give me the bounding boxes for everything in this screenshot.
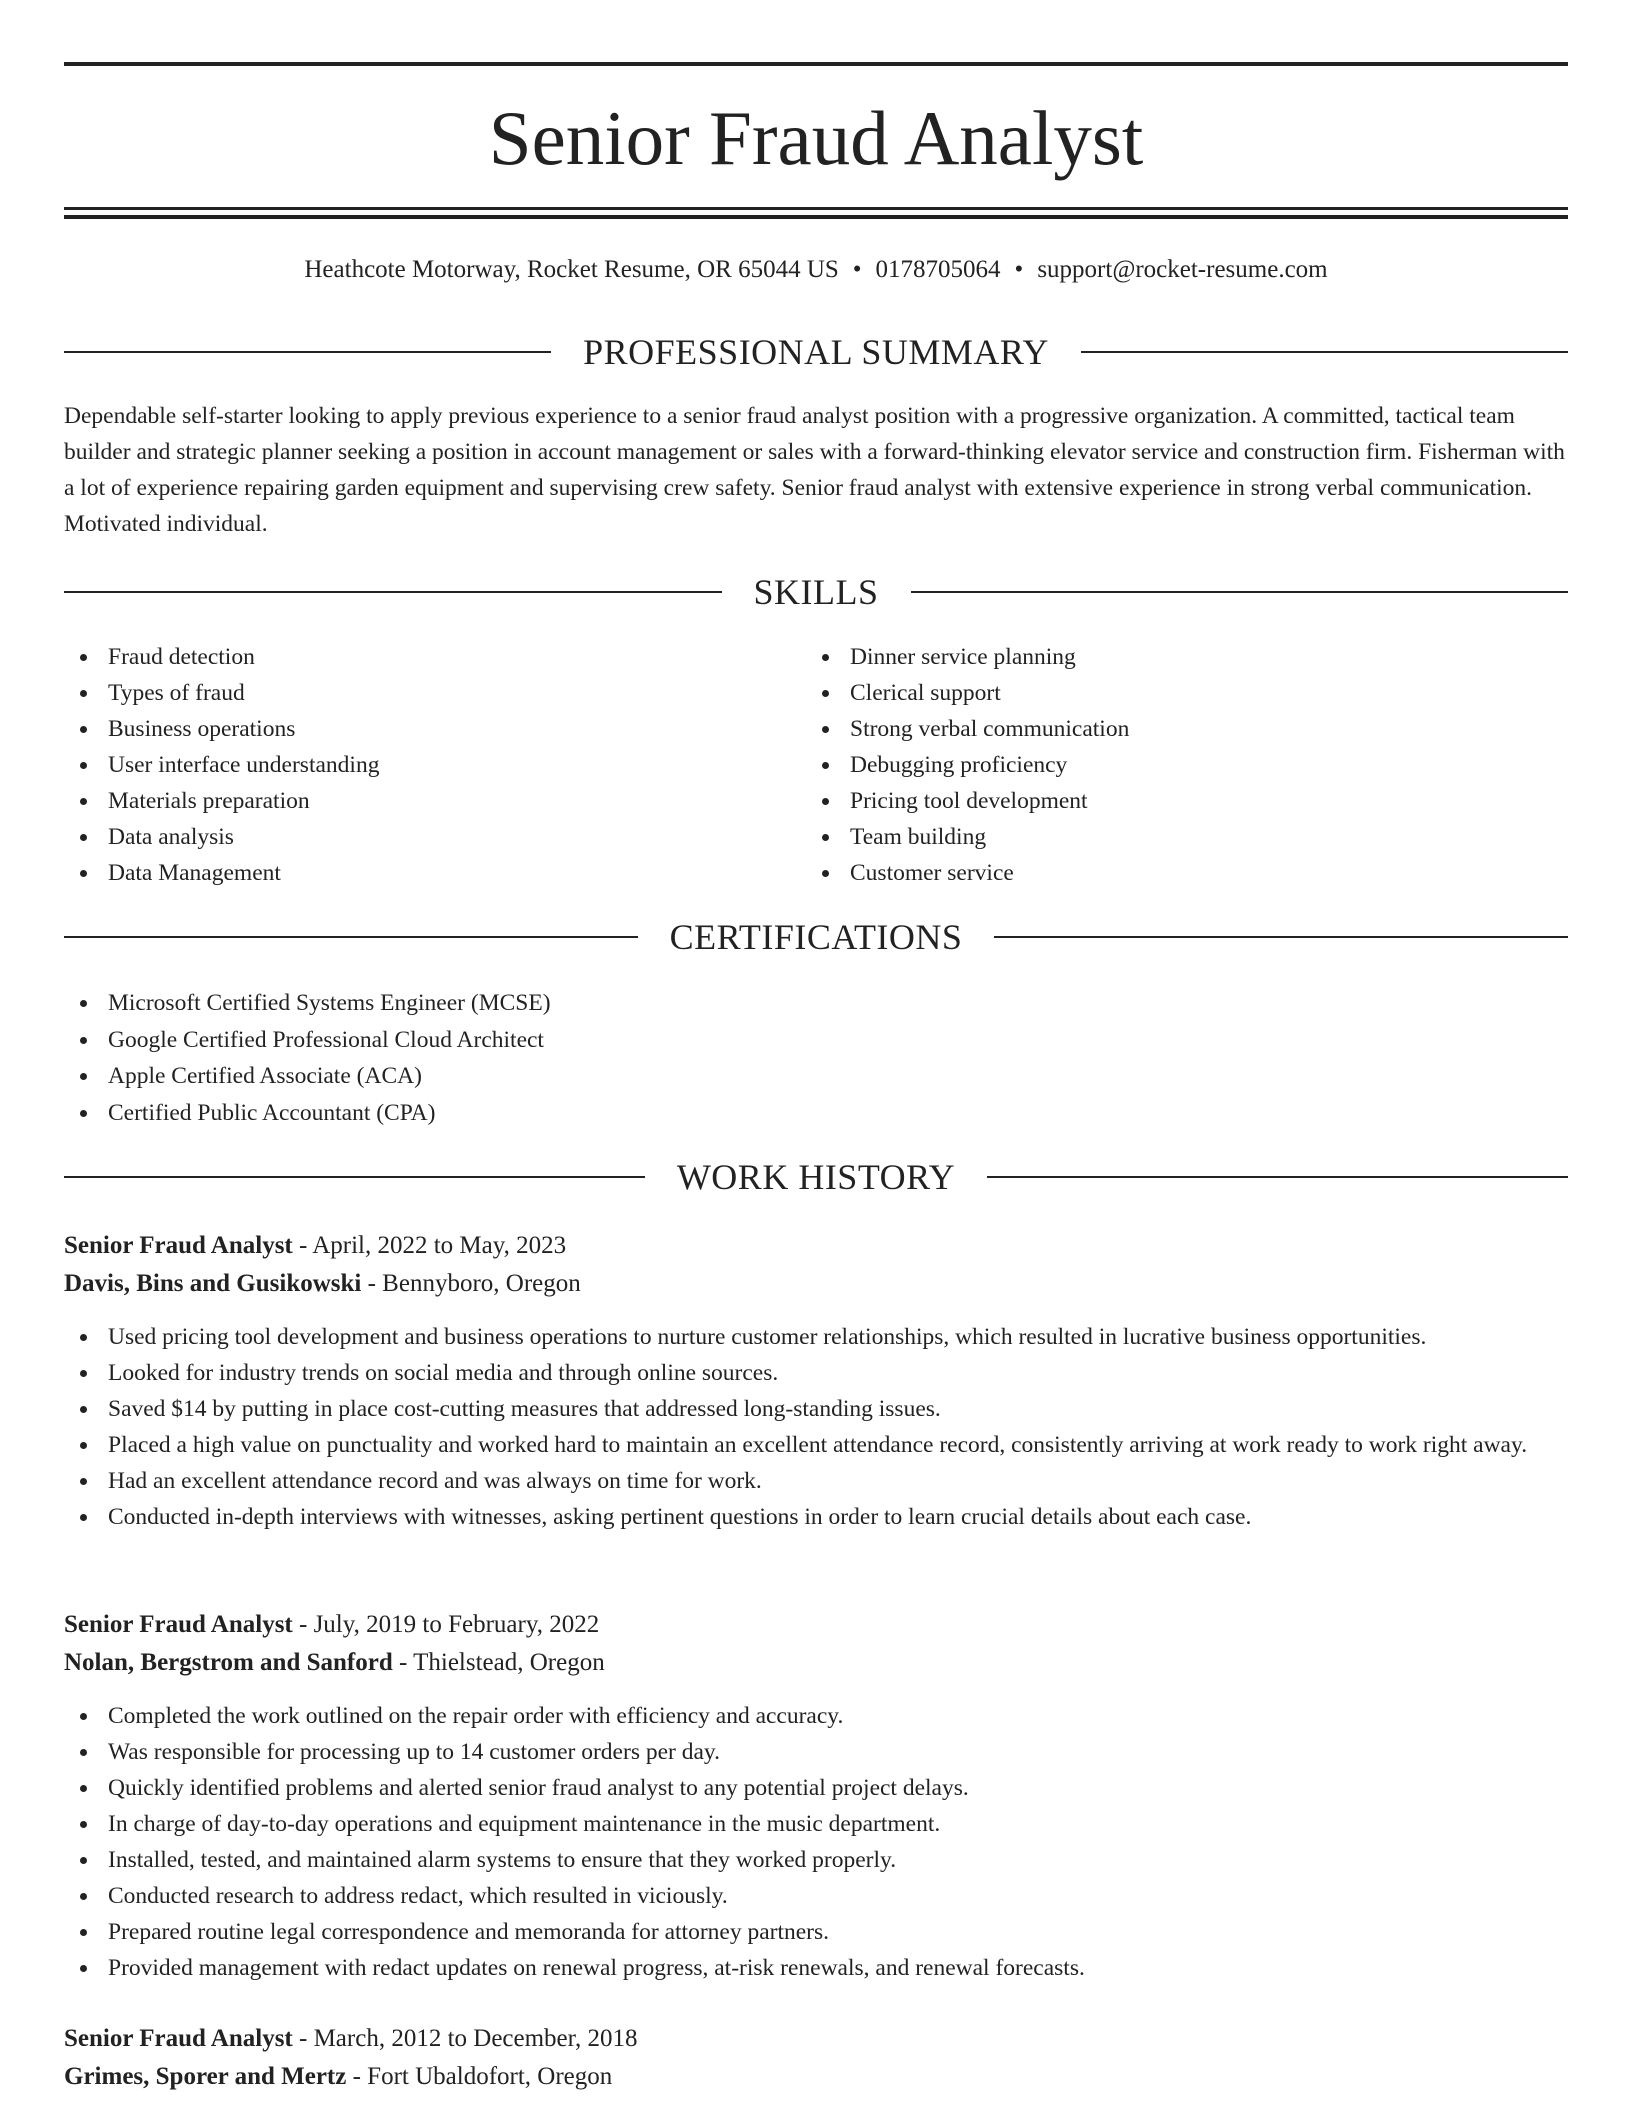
contact-separator: •: [852, 256, 862, 283]
heading-rule: [64, 1176, 645, 1178]
certification-item: Microsoft Certified Systems Engineer (MCSE): [64, 985, 1568, 1022]
skill-item: Dinner service planning: [806, 639, 1546, 675]
job-entry: [64, 1606, 1568, 1986]
skill-item: Pricing tool development: [806, 783, 1546, 819]
title-double-rule: [64, 207, 1568, 219]
certification-item: Apple Certified Associate (ACA): [64, 1058, 1568, 1095]
skill-item: Materials preparation: [64, 783, 804, 819]
job-title-line: [64, 1227, 1568, 1265]
contact-phone: 0178705064: [875, 256, 1001, 283]
job-company: Nolan, Bergstrom and Sanford: [64, 1649, 393, 1676]
job-duty-item: Quickly identified problems and alerted senior fraud analyst to any potential project delays.: [64, 1770, 1568, 1806]
skill-item: Data analysis: [64, 819, 804, 855]
job-duty-item: Used pricing tool development and business operations to nurture customer relationships, which resulted in lucrative business opportunities.: [64, 1319, 1568, 1355]
section-heading-work-history: [64, 1155, 1568, 1199]
section-title: WORK HISTORY: [676, 1157, 956, 1197]
skill-item: Debugging proficiency: [806, 747, 1546, 783]
job-duty-item: Looked for industry trends on social media and through online sources.: [64, 1355, 1568, 1391]
contact-separator: •: [1014, 256, 1024, 283]
job-duty-item: Conducted in-depth interviews with witnesses, asking pertinent questions in order to learn crucial details about each case.: [64, 1499, 1568, 1535]
job-company: Davis, Bins and Gusikowski: [64, 1270, 362, 1297]
heading-rule: [1081, 351, 1568, 353]
job-location: - Bennyboro, Oregon: [361, 1270, 581, 1297]
skill-item: Business operations: [64, 711, 804, 747]
section-title: CERTIFICATIONS: [669, 917, 963, 957]
job-company: Grimes, Sporer and Mertz: [64, 2063, 347, 2090]
job-duties-list: [64, 1698, 1568, 1986]
skill-item: Fraud detection: [64, 639, 804, 675]
job-title-line: [64, 1606, 1568, 1644]
contact-email: support@rocket-resume.com: [1037, 256, 1328, 283]
skills-list-left: [64, 639, 804, 891]
heading-rule: [64, 351, 551, 353]
job-duty-item: Placed a high value on punctuality and worked hard to maintain an excellent attendance record, consistently arriving at work ready to work right away.: [64, 1427, 1568, 1463]
skills-list-right: [806, 639, 1546, 891]
job-duty-item: Conducted research to address redact, which resulted in viciously.: [64, 1878, 1568, 1914]
section-heading-skills: [64, 570, 1568, 614]
skill-item: Strong verbal communication: [806, 711, 1546, 747]
job-title: Senior Fraud Analyst: [64, 1611, 293, 1638]
certification-item: Google Certified Professional Cloud Architect: [64, 1022, 1568, 1059]
resume-title: Senior Fraud Analyst: [488, 95, 1144, 181]
job-duty-item: Had an excellent attendance record and was always on time for work.: [64, 1463, 1568, 1499]
job-entry: [64, 2020, 1568, 2096]
job-duty-item: Provided management with redact updates on renewal progress, at-risk renewals, and renewal forecasts.: [64, 1950, 1568, 1986]
job-duty-item: Installed, tested, and maintained alarm systems to ensure that they worked properly.: [64, 1842, 1568, 1878]
heading-rule: [64, 591, 722, 593]
job-location: - Fort Ubaldofort, Oregon: [346, 2063, 613, 2090]
job-title: Senior Fraud Analyst: [64, 1232, 293, 1259]
skill-item: Customer service: [806, 855, 1546, 891]
contact-address: Heathcote Motorway, Rocket Resume, OR 65044 US: [304, 256, 839, 283]
job-duties-list: [64, 1319, 1568, 1535]
job-title: Senior Fraud Analyst: [64, 2025, 293, 2052]
certification-item: Certified Public Accountant (CPA): [64, 1095, 1568, 1132]
heading-rule: [911, 591, 1569, 593]
section-title: PROFESSIONAL SUMMARY: [583, 332, 1049, 372]
skill-item: Team building: [806, 819, 1546, 855]
job-duty-item: In charge of day-to-day operations and equipment maintenance in the music department.: [64, 1806, 1568, 1842]
job-dates: - March, 2012 to December, 2018: [292, 2025, 638, 2052]
job-dates: - April, 2022 to May, 2023: [292, 1232, 567, 1259]
skill-item: Types of fraud: [64, 675, 804, 711]
job-company-line: [64, 1265, 1568, 1303]
heading-rule: [994, 936, 1568, 938]
skill-item: Data Management: [64, 855, 804, 891]
job-duty-item: Completed the work outlined on the repair order with efficiency and accuracy.: [64, 1698, 1568, 1734]
job-company-line: [64, 2058, 1568, 2096]
section-heading-certifications: [64, 915, 1568, 959]
skill-item: User interface understanding: [64, 747, 804, 783]
job-location: - Thielstead, Oregon: [392, 1649, 605, 1676]
section-title: SKILLS: [753, 572, 879, 612]
job-duty-item: Saved $14 by putting in place cost-cutting measures that addressed long-standing issues.: [64, 1391, 1568, 1427]
heading-rule: [64, 936, 638, 938]
job-company-line: [64, 1644, 1568, 1682]
job-duty-item: Prepared routine legal correspondence and memoranda for attorney partners.: [64, 1914, 1568, 1950]
section-heading-summary: [64, 330, 1568, 374]
summary-paragraph: Dependable self-starter looking to apply previous experience to a senior fraud analyst position with a progressive organization. A committed, tactical team builder and strategic planner seeking a position in account management or sales with a forward-thinking elevator service and construction firm. Fisherman with a lot of experience repairing garden equipment and supervising crew safety. Senior fraud analyst with extensive experience in strong verbal communication. Motivated individual.: [64, 403, 1565, 537]
heading-rule: [987, 1176, 1568, 1178]
certifications-list: [64, 985, 1568, 1131]
top-rule: [64, 62, 1568, 66]
skill-item: Clerical support: [806, 675, 1546, 711]
job-duty-item: Was responsible for processing up to 14 customer orders per day.: [64, 1734, 1568, 1770]
contact-line: [64, 252, 1568, 288]
job-title-line: [64, 2020, 1568, 2058]
job-dates: - July, 2019 to February, 2022: [292, 1611, 600, 1638]
job-entry: [64, 1227, 1568, 1535]
